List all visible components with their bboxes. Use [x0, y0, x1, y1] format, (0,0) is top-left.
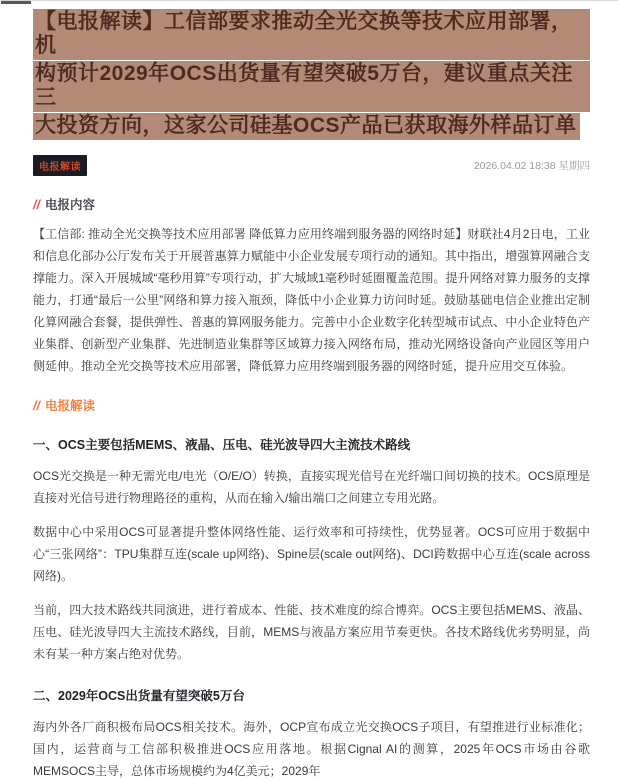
window-edge-fragment [1, 1, 31, 4]
category-tag-badge[interactable]: 电报解读 [33, 155, 87, 176]
interpretation-paragraph: 当前，四大技术路线共同演进，进行着成本、性能、技术难度的综合博弈。OCS主要包括MEMS、液晶、压电、硅光波导四大主流技术路线，目前，MEMS与液晶方案应用节奏更快。各技术路线优劣势明显，尚未有某一种方案占绝对优势。 [33, 603, 590, 661]
telegraph-body-paragraph: 【工信部: 推动全光交换等技术应用部署 降低算力应用终端到服务器的网络时延】财联社4月2日电，工业和信息化部办公厅发布关于开展普惠算力赋能中小企业发展专项行动的通知。其中指出，增强算网融合支撑能力。深入开展城域“毫秒用算”专项行动，扩大城域1毫秒时延圈覆盖范围。提升网络对算力服务的支撑能力，打通“最后一公里”网络和算力接入瓶颈，降低中小企业算力访问时延。鼓励基础电信企业推出定制化算网融合套餐，提供弹性、普惠的算网服务能力。完善中小企业数字化转型城市试点、中小企业特色产业集群、创新型产业集群、先进制造业集群等区域算力接入网络布局，推动光网络设备向产业园区等用户侧延伸。推动全光交换等技术应用部署，降低算力应用终端到服务器的网络时延，提升应用交互体验。 [33, 227, 590, 373]
title-highlight: 【电报解读】工信部要求推动全光交换等技术应用部署， 机 [33, 9, 590, 60]
title-line-2 [33, 61, 590, 112]
interpretation-paragraph: 数据中心中采用OCS可显著提升整体网络性能、运行效率和可持续性，优势显著。OCS可应用于数据中心“三张网络”：TPU集群互连(scale up网络)、Spine层(scale out网络)、DCI跨数据中心互连(scale across网络)。 [33, 525, 590, 583]
meta-row [33, 155, 590, 176]
publish-datetime: 2026.04.02 18:38 星期四 [473, 160, 590, 172]
article-title [33, 9, 590, 140]
double-slash-icon: // [33, 198, 40, 212]
interpretation-heading-2: 二、2029年OCS出货量有望突破5万台 [33, 689, 245, 703]
interpretation-paragraph: OCS光交换是一种无需光电/电光（O/E/O）转换，直接实现光信号在光纤端口间切换的技术。OCS原理是直接对光信号进行物理路径的重构，从而在输入/输出端口之间建立专用光路。 [33, 469, 590, 505]
section-label: 电报解读 [44, 399, 95, 413]
title-highlight: 大投资方向，这家公司硅基OCS产品已获取海外样品订单 [33, 113, 580, 140]
double-slash-icon: // [33, 399, 40, 413]
title-highlight: 构预计2029年OCS出货量有望突破5万台，建议重点关注三 [33, 61, 590, 112]
section-label: 电报内容 [44, 198, 95, 212]
interpretation-heading-1: 一、OCS主要包括MEMS、液晶、压电、硅光波导四大主流技术路线 [33, 438, 411, 452]
section-header-telegraph-interpretation [33, 396, 590, 414]
title-line-3 [33, 113, 590, 140]
section-header-telegraph-content [33, 195, 590, 213]
interpretation-paragraph: 海内外各厂商积极布局OCS相关技术。海外，OCP宣布成立光交换OCS子项目，有望推进行业标准化；国内，运营商与工信部积极推进OCS应用落地。根据Cignal AI的测算，2025年OCS市场由谷歌MEMSOCS主导，总体市场规模约为4亿美元；2029年 [33, 720, 590, 778]
title-line-1 [33, 9, 590, 60]
article-page [0, 1, 618, 782]
